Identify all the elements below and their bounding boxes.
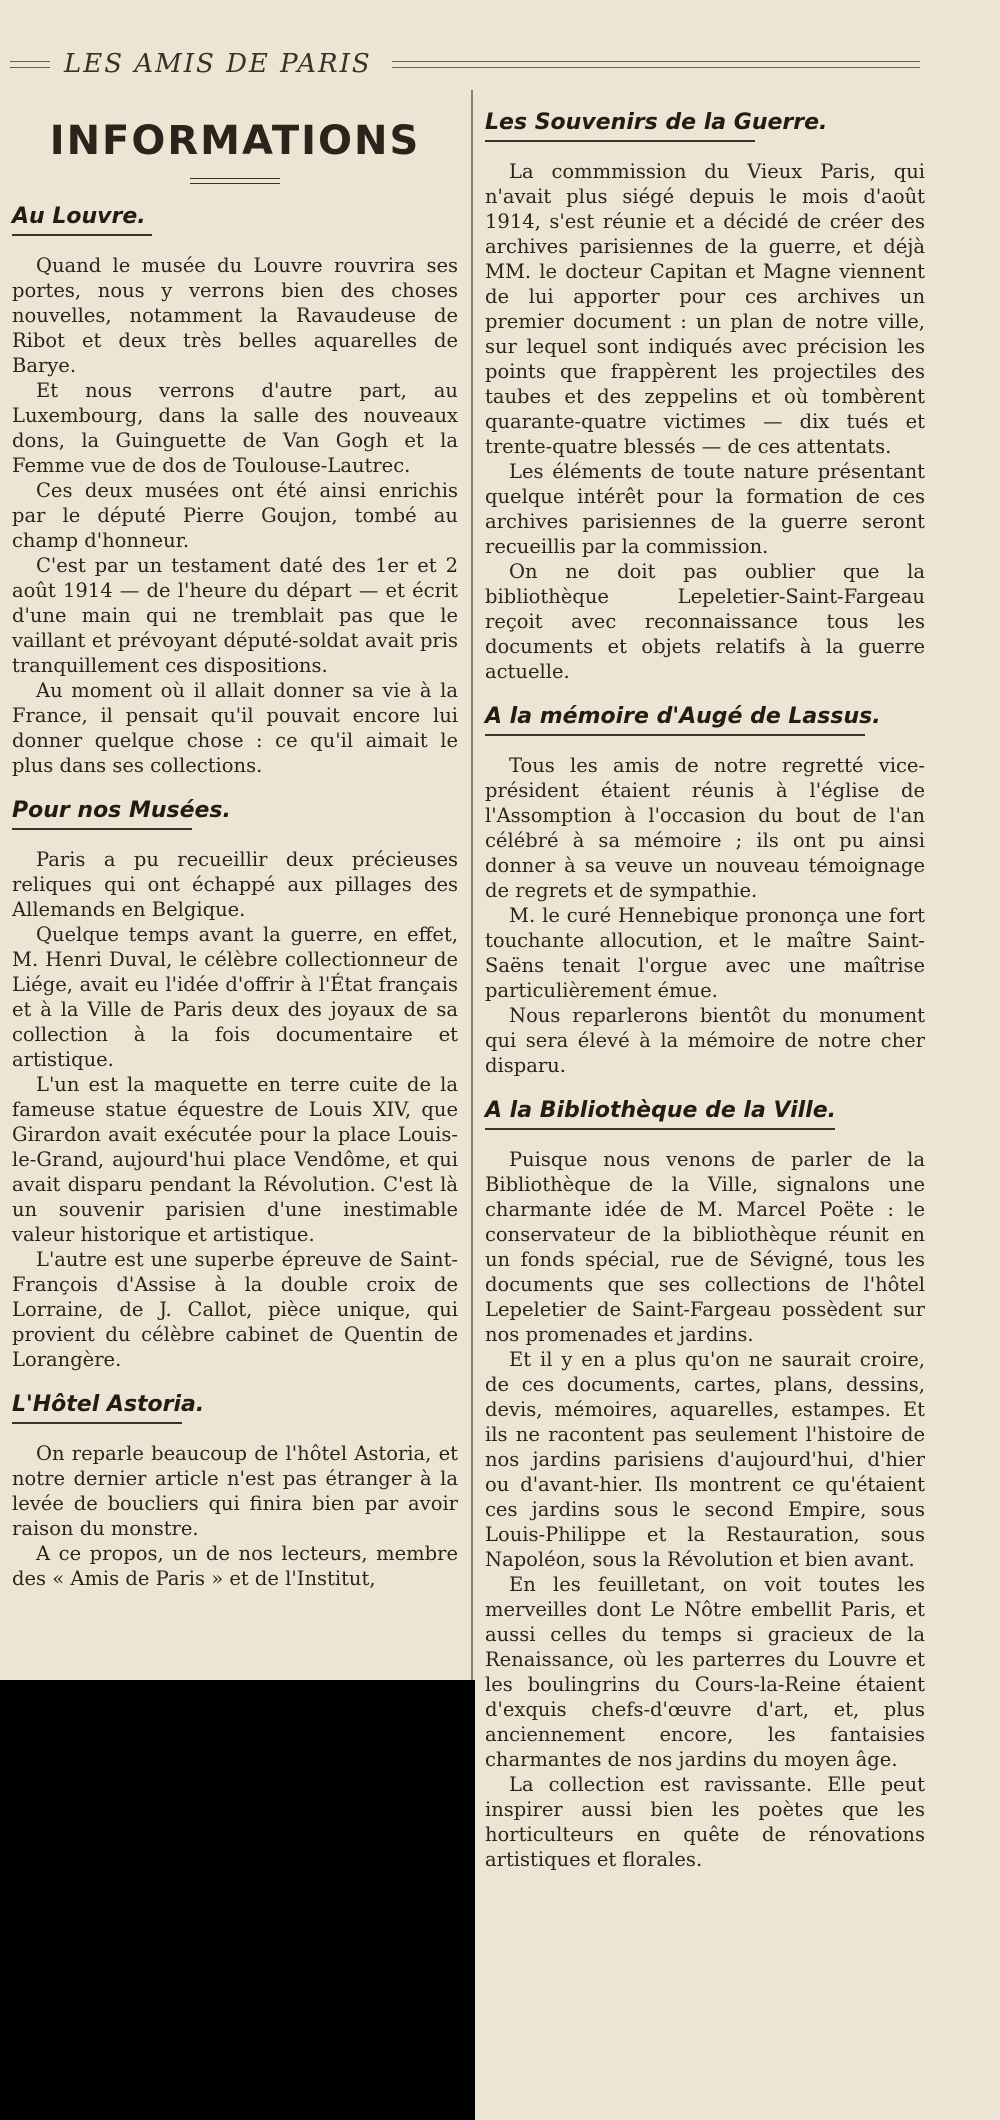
header-rule-right: [392, 61, 920, 68]
paragraph: La commmission du Vieux Paris, qui n'avait plus siégé depuis le mois d'août 1914, s'est réunie et a décidé de créer des archives parisiennes de la guerre, et déjà MM. le docteur Capitan et Magne viennent de lui apporter pour ces archives un premier document : un plan de notre ville, sur lequel sont indiqués avec précision les points que frappèrent les projectiles des taubes et des zeppelins et où tombèrent quarante-quatre victimes — dix tués et trente-quatre blessés — de ces attentats.: [485, 160, 925, 458]
section-au-louvre: [12, 202, 458, 778]
section-hotel-astoria: [12, 1390, 458, 1591]
paragraph: La collection est ravissante. Elle peut inspirer aussi bien les poètes que les horticulteurs en quête de rénovations artistiques et florales.: [485, 1773, 925, 1871]
section-title: L'Hôtel Astoria.: [12, 1392, 205, 1417]
paragraph: Tous les amis de notre regretté vice-président étaient réunis à l'église de l'Assomption à l'occasion du bout de l'an célébré à sa mémoire ; ils ont pu ainsi donner à sa veuve un nouveau témoignage de regrets et de sympathie.: [485, 754, 925, 902]
paragraph: Quand le musée du Louvre rouvrira ses portes, nous y verrons bien des choses nouvelles, notamment la Ravaudeuse de Ribot et deux très belles aquarelles de Barye.: [12, 254, 458, 377]
section-rule: [485, 140, 755, 145]
left-column: [12, 108, 458, 1591]
section-auge-de-lassus: [485, 702, 925, 1078]
paragraph: On ne doit pas oublier que la bibliothèque Lepeletier-Saint-Fargeau reçoit avec reconnaissance tous les documents et objets relatifs à la guerre actuelle.: [485, 560, 925, 683]
header-rule-left: [10, 61, 50, 68]
paragraph: Puisque nous venons de parler de la Bibliothèque de la Ville, signalons une charmante idée de M. Marcel Poëte : le conservateur de la bibliothèque réunit en un fonds spécial, rue de Sévigné, tous les documents que ses collections de l'hôtel Lepeletier de Saint-Fargeau possèdent sur nos promenades et jardins.: [485, 1148, 925, 1346]
section-pour-nos-musees: [12, 796, 458, 1372]
paragraph: Quelque temps avant la guerre, en effet, M. Henri Duval, le célèbre collectionneur de Liége, avait eu l'idée d'offrir à l'État français et à la Ville de Paris deux des joyaux de sa collection à la fois documentaire et artistique.: [12, 923, 458, 1071]
column-divider: [471, 90, 473, 1690]
section-title: A la Bibliothèque de la Ville.: [485, 1098, 836, 1123]
right-column: [485, 108, 925, 1872]
section-souvenirs-guerre: [485, 108, 925, 684]
section-bibliotheque-ville: [485, 1096, 925, 1872]
section-rule: [12, 1422, 182, 1427]
paragraph: Les éléments de toute nature présentant quelque intérêt pour la formation de ces archives parisiennes de la guerre seront recueillis par la commission.: [485, 460, 925, 558]
page-title: INFORMATIONS: [49, 118, 421, 164]
section-rule: [485, 1128, 835, 1133]
section-rule: [485, 734, 865, 739]
paragraph: Paris a pu recueillir deux précieuses reliques qui ont échappé aux pillages des Allemands en Belgique.: [12, 848, 458, 921]
section-rule: [12, 234, 152, 239]
section-rule: [12, 828, 192, 833]
paragraph: Au moment où il allait donner sa vie à la France, il pensait qu'il pouvait encore lui donner quelque chose : ce qu'il aimait le plus dans ses collections.: [12, 679, 458, 777]
paragraph: A ce propos, un de nos lecteurs, membre des « Amis de Paris » et de l'Institut,: [12, 1542, 458, 1590]
paragraph: L'autre est une superbe épreuve de Saint-François d'Assise à la double croix de Lorraine, de J. Callot, pièce unique, qui provient du célèbre cabinet de Quentin de Lorangère.: [12, 1248, 458, 1371]
running-header: [10, 44, 920, 84]
paragraph: M. le curé Hennebique prononça une fort touchante allocution, et le maître Saint-Saëns tenait l'orgue avec une maîtrise particulièrement émue.: [485, 904, 925, 1002]
running-title: LES AMIS DE PARIS: [64, 49, 372, 79]
section-title: A la mémoire d'Augé de Lassus.: [485, 704, 881, 729]
section-title: Au Louvre.: [12, 204, 146, 229]
title-rule: [190, 178, 280, 184]
paragraph: Nous reparlerons bientôt du monument qui sera élevé à la mémoire de notre cher disparu.: [485, 1004, 925, 1077]
paragraph: Ces deux musées ont été ainsi enrichis par le député Pierre Goujon, tombé au champ d'honneur.: [12, 479, 458, 552]
paragraph: On reparle beaucoup de l'hôtel Astoria, et notre dernier article n'est pas étranger à la levée de boucliers qui finira bien par avoir raison du monstre.: [12, 1442, 458, 1540]
paragraph: Et il y en a plus qu'on ne saurait croire, de ces documents, cartes, plans, dessins, devis, mémoires, aquarelles, estampes. Et ils ne racontent pas seulement l'histoire de nos jardins parisiens d'aujourd'hui, d'hier ou d'avant-hier. Ils montrent ce qu'étaient ces jardins sous le second Empire, sous Louis-Philippe et la Restauration, sous Napoléon, sous la Révolution et bien avant.: [485, 1348, 925, 1571]
paragraph: En les feuilletant, on voit toutes les merveilles dont Le Nôtre embellit Paris, et aussi celles du temps si gracieux de la Renaissance, où les parterres du Louvre et les boulingrins du Cours-la-Reine étaient d'exquis chefs-d'œuvre d'art, et, plus anciennement encore, les fantaisies charmantes de nos jardins du moyen âge.: [485, 1573, 925, 1771]
section-title: Pour nos Musées.: [12, 798, 231, 823]
paragraph: Et nous verrons d'autre part, au Luxembourg, dans la salle des nouveaux dons, la Guinguette de Van Gogh et la Femme vue de dos de Toulouse-Lautrec.: [12, 379, 458, 477]
section-title: Les Souvenirs de la Guerre.: [485, 110, 828, 135]
paragraph: C'est par un testament daté des 1er et 2 août 1914 — de l'heure du départ — et écrit d'une main qui ne tremblait pas que le vaillant et prévoyant député-soldat avait pris tranquillement ces dispositions.: [12, 554, 458, 677]
scan-cutoff-area: [0, 1680, 475, 2120]
paragraph: L'un est la maquette en terre cuite de la fameuse statue équestre de Louis XIV, que Girardon avait exécutée pour la place Louis-le-Grand, aujourd'hui place Vendôme, et qui avait disparu pendant la Révolution. C'est là un souvenir parisien d'une inestimable valeur historique et artistique.: [12, 1073, 458, 1246]
